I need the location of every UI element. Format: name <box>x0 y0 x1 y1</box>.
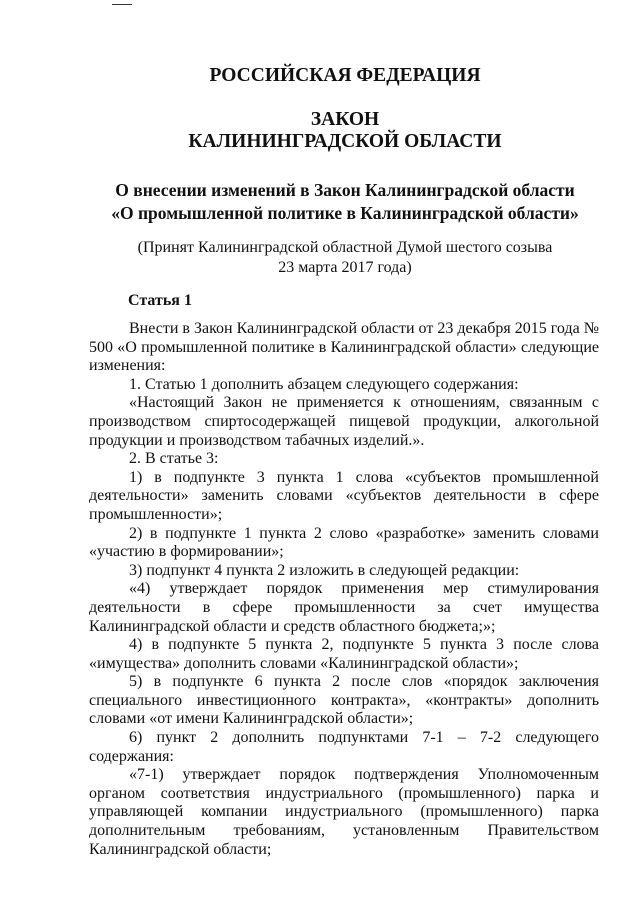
paragraph: «7-1) утверждает порядок подтверждения Уполномоченным органом соответствия индустриального (промышленного) парка и управляющей компании индустриального (промышленного) парка дополнительным требованиям, установленным Правительством Калининградской области; <box>89 766 599 858</box>
article-body <box>89 320 599 859</box>
region-heading: КАЛИНИНГРАДСКОЙ ОБЛАСТИ <box>188 131 502 152</box>
paragraph: «Настоящий Закон не применяется к отношениям, связанным с производством спиртосодержащей пищевой продукции, алкогольной продукции и производством табачных изделий.». <box>89 394 599 449</box>
paragraph: Внести в Закон Калининградской области от 23 декабря 2015 года № 500 «О промышленной политике в Калининградской области» следующие изменения: <box>89 320 599 375</box>
adoption-line1: (Принят Калининградской областной Думой шестого созыва <box>137 239 553 256</box>
scan-mark <box>112 4 132 5</box>
paragraph: 1) в подпункте 3 пункта 1 слова «субъектов промышленной деятельности» заменить словами «субъектов деятельности в сфере промышленности»; <box>89 468 599 523</box>
adoption-line2: 23 марта 2017 года) <box>278 259 412 276</box>
paragraph: 6) пункт 2 дополнить подпунктами 7-1 – 7-2 следующего содержания: <box>89 729 599 765</box>
doc-title-line2: «О промышленной политике в Калининградской области» <box>111 203 579 223</box>
law-heading: ЗАКОН <box>310 109 380 130</box>
paragraph: «4) утверждает порядок применения мер стимулирования деятельности в сфере промышленности за счет имущества Калининградской области и средств областного бюджета;»; <box>89 580 599 635</box>
doc-title-line1: О внесении изменений в Закон Калининградской области <box>115 180 575 200</box>
paragraph: 1. Статью 1 дополнить абзацем следующего содержания: <box>129 375 519 393</box>
paragraph: 2) в подпункте 1 пункта 2 слово «разработке» заменить словами «участию в формировании»; <box>89 524 599 561</box>
paragraph: 2. В статье 3: <box>129 450 219 468</box>
country-heading: РОССИЙСКАЯ ФЕДЕРАЦИЯ <box>209 65 481 86</box>
article-heading: Статья 1 <box>128 292 192 309</box>
paragraph: 4) в подпункте 5 пункта 2, подпункте 5 пункта 3 после слова «имущества» дополнить словами «Калининградской области»; <box>89 636 599 672</box>
paragraph: 5) в подпункте 6 пункта 2 после слов «порядок заключения специального инвестиционного контракта», «контракты» дополнить словами «от имени Калининградской области»; <box>89 673 599 728</box>
paragraph: 3) подпункт 4 пункта 2 изложить в следующей редакции: <box>129 561 520 579</box>
